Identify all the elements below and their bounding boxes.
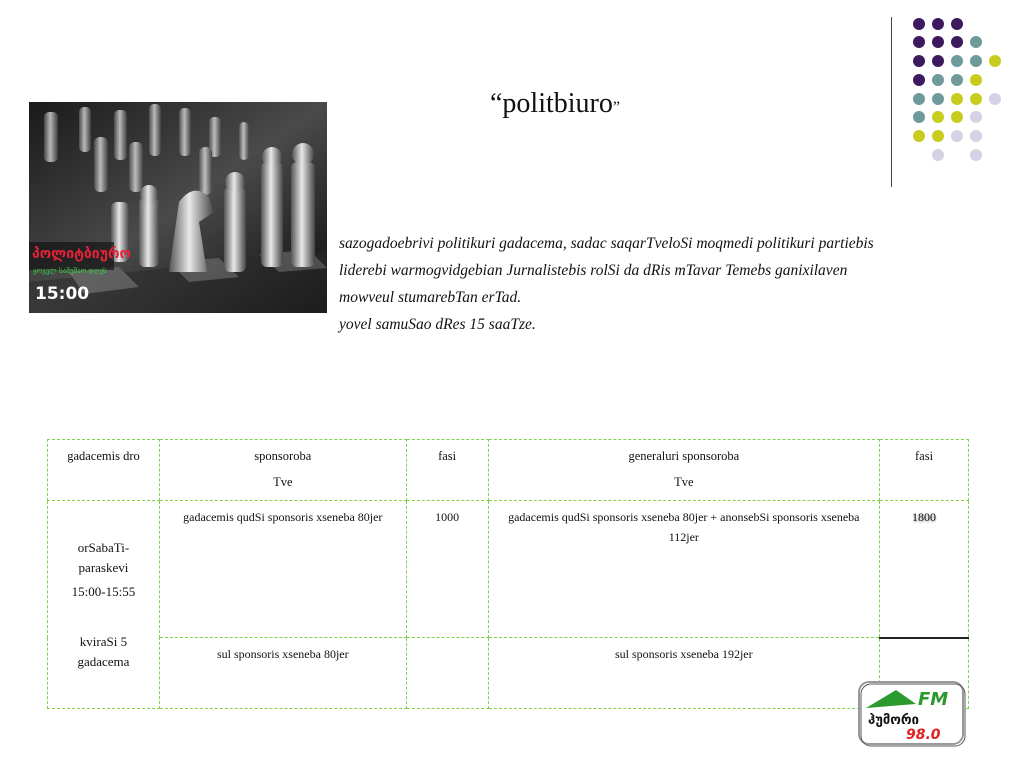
decorative-dot-grid	[905, 10, 1015, 170]
slide-title-end: ”	[612, 99, 620, 116]
show-time: 15:00	[35, 284, 90, 304]
sponsor-package-1: gadacemis qudSi sponsoris xseneba 80jer	[159, 501, 406, 638]
chess-image	[29, 102, 327, 313]
dot-row-4	[913, 74, 982, 86]
broadcast-time-cell: orSabaTi- paraskevi 15:00-15:55 kviraSi 5 gadacema	[48, 501, 160, 709]
dot-row-1	[913, 18, 963, 30]
show-logo-subtitle: ყოველ სამუშაო დღეს	[33, 267, 107, 275]
general-price-1: 1800	[880, 501, 969, 638]
show-logo-text: პოლიტბიურო	[32, 246, 131, 262]
dot-row-7	[913, 130, 982, 142]
sponsor-price-1: 1000	[406, 501, 488, 638]
general-package-2: sul sponsoris xseneba 192jer	[488, 638, 880, 709]
table-header-row	[48, 440, 969, 501]
dot-row-8	[932, 149, 982, 161]
dot-row-5	[913, 93, 1001, 105]
header-general-sponsor: generaluri sponsoroba Tve	[488, 440, 880, 501]
table-row	[48, 501, 969, 638]
header-general-sub: Tve	[674, 475, 694, 489]
dot-row-3	[913, 55, 1001, 67]
sponsor-package-2: sul sponsoris xseneba 80jer	[159, 638, 406, 709]
description-line: sazogadoebrivi politikuri gadacema, sadac saqarTveloSi moqmedi politikuri partiebis	[339, 235, 874, 252]
header-general-price: fasi	[880, 440, 969, 501]
chess-photo	[29, 102, 327, 313]
slide-title	[430, 88, 680, 120]
sponsor-price-2	[406, 638, 488, 709]
logo-name: ჰუმორი	[868, 713, 919, 728]
logo-fm: FM	[918, 689, 949, 710]
header-sponsor-sub: Tve	[273, 475, 293, 489]
general-package-1: gadacemis qudSi sponsoris xseneba 80jer + anonsebSi sponsoris xseneba 112jer	[488, 501, 880, 638]
description-line: mowveul stumarebTan erTad.	[339, 289, 522, 306]
show-description	[339, 230, 939, 338]
sponsorship-table	[47, 439, 969, 709]
header-price: fasi	[406, 440, 488, 501]
slide-title-main: “politbiuro	[490, 88, 613, 119]
dot-row-6	[913, 111, 982, 123]
decorative-divider	[891, 17, 892, 187]
logo-frequency: 98.0	[906, 727, 941, 743]
header-time: gadacemis dro	[48, 440, 160, 501]
header-sponsor: sponsoroba Tve	[159, 440, 406, 501]
radio-logo	[856, 678, 966, 748]
dot-row-2	[913, 36, 982, 48]
table-row	[48, 638, 969, 709]
description-line: liderebi warmogvidgebian Jurnalistebis rolSi da dRis mTavar Temebs ganixilaven	[339, 262, 848, 279]
description-line: yovel samuSao dRes 15 saaTze.	[339, 316, 536, 333]
